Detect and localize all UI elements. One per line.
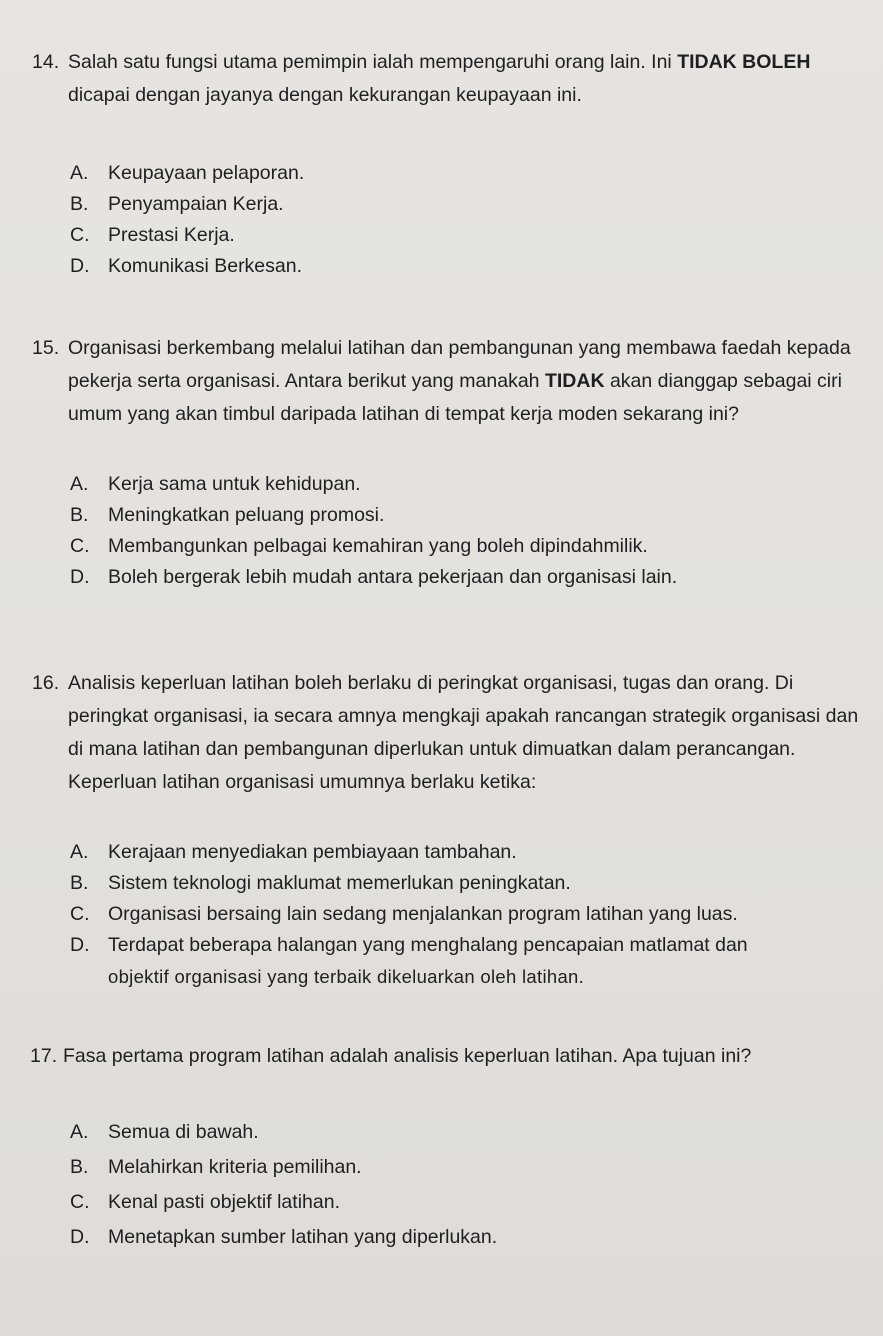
option-text: Organisasi bersaing lain sedang menjalankan program latihan yang luas.: [108, 903, 738, 925]
question-17-number: 17.: [30, 1045, 58, 1067]
option-letter: D.: [70, 255, 90, 277]
question-16-text: Analisis keperluan latihan boleh berlaku di peringkat organisasi, tugas dan orang. Di peringkat organisasi, ia secara amnya mengkaji apakah rancangan strategik organisasi dan di mana latihan dan pembangunan diperlukan untuk dimuatkan dalam perancangan. Keperluan latihan organisasi umumnya berlaku ketika:: [68, 672, 859, 793]
option-text-line2: objektif organisasi yang terbaik dikeluarkan oleh latihan.: [108, 966, 585, 987]
option-letter: D.: [70, 1226, 90, 1248]
question-16-number: 16.: [32, 672, 60, 694]
question-17-option-a[interactable]: [0, 1115, 883, 1150]
option-letter: A.: [70, 162, 89, 184]
question-17-option-d[interactable]: [0, 1220, 883, 1255]
question-15: [0, 332, 883, 593]
question-14: [0, 46, 883, 282]
question-17-stem: [0, 1040, 883, 1073]
question-16-options: [0, 837, 883, 992]
option-text: Prestasi Kerja.: [108, 224, 235, 246]
option-letter: D.: [70, 566, 90, 588]
option-letter: A.: [70, 1121, 89, 1143]
question-14-option-a[interactable]: [0, 158, 883, 189]
question-14-option-c[interactable]: [0, 220, 883, 251]
question-16: [0, 667, 883, 992]
option-letter: C.: [70, 1191, 90, 1213]
option-text-line1: Terdapat beberapa halangan yang menghalang pencapaian matlamat dan: [108, 934, 748, 956]
option-text: Penyampaian Kerja.: [108, 193, 284, 215]
option-letter: B.: [70, 504, 89, 526]
question-16-option-a[interactable]: [0, 837, 883, 868]
question-17-options: [0, 1115, 883, 1255]
option-text: Keupayaan pelaporan.: [108, 162, 305, 184]
question-15-stem: [0, 332, 883, 431]
option-text: Kerja sama untuk kehidupan.: [108, 473, 361, 495]
question-15-option-c[interactable]: [0, 531, 883, 562]
option-text: Komunikasi Berkesan.: [108, 255, 303, 277]
question-16-option-b[interactable]: [0, 868, 883, 899]
option-letter: B.: [70, 1156, 89, 1178]
question-16-stem: [0, 667, 883, 799]
question-15-option-b[interactable]: [0, 500, 883, 531]
option-text: Semua di bawah.: [108, 1121, 259, 1143]
option-letter: A.: [70, 473, 89, 495]
option-text: Kerajaan menyediakan pembiayaan tambahan.: [108, 841, 517, 863]
question-15-text-a: Organisasi berkembang melalui latihan dan pembangunan yang membawa faedah kepada pekerja serta organisasi. Antara berikut yang manakah: [68, 337, 851, 392]
question-16-option-d[interactable]: [0, 930, 883, 992]
option-text: Kenal pasti objektif latihan.: [108, 1191, 340, 1213]
option-letter: A.: [70, 841, 89, 863]
option-text: Sistem teknologi maklumat memerlukan peningkatan.: [108, 872, 571, 894]
question-16-option-c[interactable]: [0, 899, 883, 930]
option-letter: B.: [70, 193, 89, 215]
question-15-number: 15.: [32, 337, 60, 359]
question-15-option-a[interactable]: [0, 469, 883, 500]
question-17-option-c[interactable]: [0, 1185, 883, 1220]
question-17-text: Fasa pertama program latihan adalah analisis keperluan latihan. Apa tujuan ini?: [63, 1045, 752, 1067]
question-14-text-a: Salah satu fungsi utama pemimpin ialah mempengaruhi orang lain. Ini: [68, 51, 678, 73]
option-letter: C.: [70, 903, 90, 925]
question-14-option-d[interactable]: [0, 251, 883, 282]
question-14-number: 14.: [32, 51, 60, 73]
question-14-option-b[interactable]: [0, 189, 883, 220]
option-letter: C.: [70, 535, 90, 557]
option-text: Menetapkan sumber latihan yang diperlukan.: [108, 1226, 498, 1248]
question-15-option-d[interactable]: [0, 562, 883, 593]
question-14-text-c: dicapai dengan jayanya dengan kekurangan keupayaan ini.: [68, 84, 582, 106]
question-15-text-c: akan dianggap sebagai ciri umum yang akan timbul daripada latihan di tempat kerja moden sekarang ini?: [68, 370, 842, 425]
question-17: [0, 1040, 883, 1255]
option-text: Boleh bergerak lebih mudah antara pekerjaan dan organisasi lain.: [108, 566, 678, 588]
question-14-emphasis: TIDAK BOLEH: [677, 51, 811, 73]
option-text: Melahirkan kriteria pemilihan.: [108, 1156, 362, 1178]
question-15-options: [0, 469, 883, 593]
option-letter: B.: [70, 872, 89, 894]
option-text: Meningkatkan peluang promosi.: [108, 504, 385, 526]
question-14-stem: [0, 46, 883, 112]
option-letter: D.: [70, 934, 90, 956]
question-15-emphasis: TIDAK: [544, 370, 605, 392]
option-letter: C.: [70, 224, 90, 246]
option-text: Membangunkan pelbagai kemahiran yang boleh dipindahmilik.: [108, 535, 648, 557]
question-17-option-b[interactable]: [0, 1150, 883, 1185]
question-14-options: [0, 158, 883, 282]
